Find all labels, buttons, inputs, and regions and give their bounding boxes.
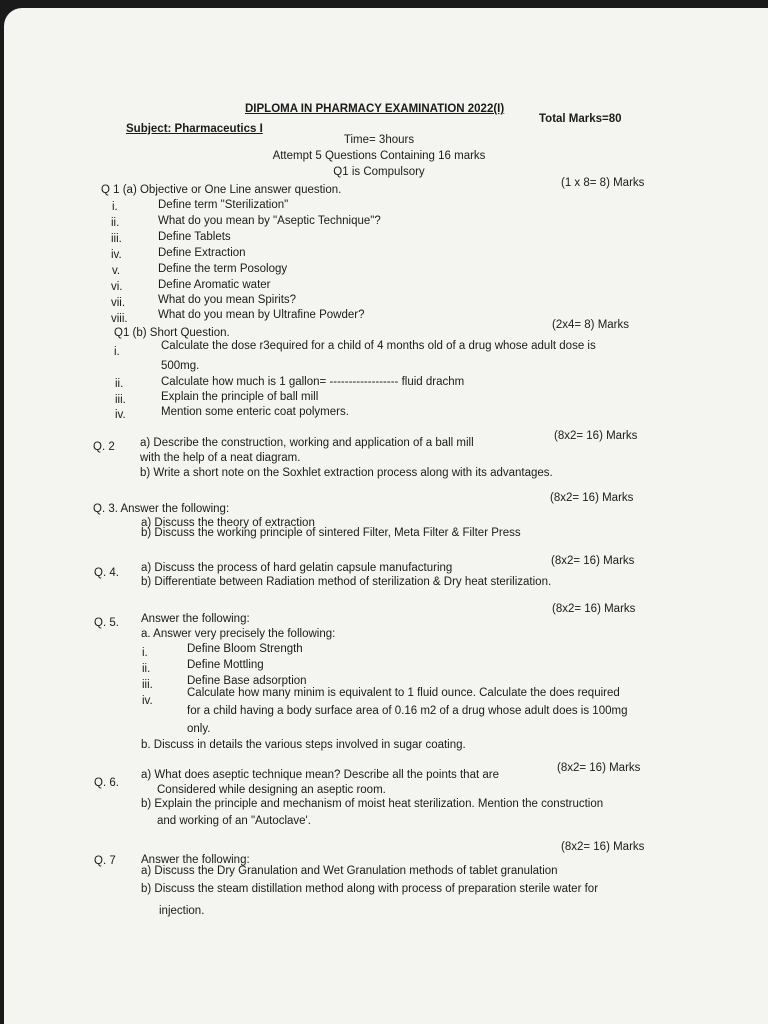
q5-item-cont: for a child having a body surface area of 0.16 m2 of a drug whose adult does is 100mg xyxy=(187,705,628,717)
q5-item-num: iii. xyxy=(142,679,153,691)
q6-part-b: b) Explain the principle and mechanism of moist heat sterilization. Mention the construction xyxy=(141,798,604,810)
q1b-item-num: ii. xyxy=(115,378,124,390)
q3-heading: Q. 3. Answer the following: xyxy=(93,503,230,515)
q2-part-b: b) Write a short note on the Soxhlet extraction process along with its advantages. xyxy=(140,467,553,479)
q1b-item-text: Calculate the dose r3equired for a child of 4 months old of a drug whose adult dose is xyxy=(161,340,596,352)
q3-marks: (8x2= 16) Marks xyxy=(550,492,634,504)
q6-part-b-cont: and working of an "Autoclave'. xyxy=(157,815,311,827)
q4-number: Q. 4. xyxy=(94,567,119,579)
q1a-item-num: iii. xyxy=(111,233,122,245)
q1a-item-num: viii. xyxy=(111,313,128,325)
q6-part-a-cont: Considered while designing an aseptic room. xyxy=(157,784,386,796)
q1a-item-text: Define term "Sterilization" xyxy=(158,199,289,211)
q1a-item-text: Define Aromatic water xyxy=(158,279,271,291)
q1a-item-text: What do you mean Spirits? xyxy=(158,294,297,306)
q1a-item-text: Define Tablets xyxy=(158,231,231,243)
q1a-item-num: i. xyxy=(112,201,118,213)
q7-part-b: b) Discuss the steam distillation method along with process of preparation sterile water for xyxy=(141,883,599,895)
q1b-marks: (2x4= 8) Marks xyxy=(552,319,630,331)
subject-label: Subject: Pharmaceutics I xyxy=(126,123,263,135)
q2-part-a: a) Describe the construction, working and application of a ball mill xyxy=(140,437,474,449)
q3-part-a: a) Discuss the theory of extraction xyxy=(141,517,315,529)
q1b-item-text: Explain the principle of ball mill xyxy=(161,391,319,403)
q5-item-text: Define Mottling xyxy=(187,659,264,671)
q6-marks: (8x2= 16) Marks xyxy=(557,762,641,774)
q1b-item-cont: 500mg. xyxy=(161,360,200,372)
q5-item-cont: only. xyxy=(187,723,211,735)
q1a-item-num: ii. xyxy=(111,217,120,229)
q1a-item-num: vii. xyxy=(111,297,126,309)
q4-marks: (8x2= 16) Marks xyxy=(551,555,635,567)
q7-part-a: a) Discuss the Dry Granulation and Wet Granulation methods of tablet granulation xyxy=(141,865,558,877)
q1a-item-num: vi. xyxy=(111,281,123,293)
time-label: Time= 3hours xyxy=(343,134,415,146)
q3-part-b: b) Discuss the working principle of sintered Filter, Meta Filter & Filter Press xyxy=(141,527,521,539)
q5-part-a: a. Answer very precisely the following: xyxy=(141,628,336,640)
q1b-item-text: Mention some enteric coat polymers. xyxy=(161,406,349,418)
q1b-item-num: i. xyxy=(114,346,120,358)
q1a-item-text: Define the term Posology xyxy=(158,263,288,275)
q5-item-num: iv. xyxy=(142,695,153,707)
exam-paper xyxy=(4,8,768,1024)
compulsory-note: Q1 is Compulsory xyxy=(333,166,425,178)
q5-item-num: ii. xyxy=(142,663,151,675)
q6-number: Q. 6. xyxy=(94,777,119,789)
q5-item-num: i. xyxy=(142,647,148,659)
q1a-marks: (1 x 8= 8) Marks xyxy=(561,177,645,189)
q1b-heading: Q1 (b) Short Question. xyxy=(114,327,230,339)
exam-title: DIPLOMA IN PHARMACY EXAMINATION 2022(I) xyxy=(245,103,505,115)
q2-number: Q. 2 xyxy=(93,441,115,453)
q4-part-b: b) Differentiate between Radiation method of sterilization & Dry heat sterilization. xyxy=(141,576,552,588)
q1a-item-text: What do you mean by "Aseptic Technique"? xyxy=(158,215,381,227)
total-marks: Total Marks=80 xyxy=(539,113,622,125)
q5-item-text: Define Base adsorption xyxy=(187,675,307,687)
q1a-item-num: iv. xyxy=(111,249,122,261)
q5-part-b: b. Discuss in details the various steps involved in sugar coating. xyxy=(141,739,466,751)
q5-item-text: Define Bloom Strength xyxy=(187,643,303,655)
q7-number: Q. 7 xyxy=(94,855,116,867)
q7-heading: Answer the following: xyxy=(141,854,250,866)
q7-marks: (8x2= 16) Marks xyxy=(561,841,645,853)
q7-part-b-cont: injection. xyxy=(159,905,205,917)
q1b-item-num: iii. xyxy=(115,394,126,406)
q2-part-a-cont: with the help of a neat diagram. xyxy=(140,452,301,464)
q1a-item-text: Define Extraction xyxy=(158,247,246,259)
q1b-item-text: Calculate how much is 1 gallon= ------------------ fluid drachm xyxy=(161,376,465,388)
q1a-item-text: What do you mean by Ultrafine Powder? xyxy=(158,309,365,321)
q5-heading: Answer the following: xyxy=(141,613,250,625)
q5-marks: (8x2= 16) Marks xyxy=(552,603,636,615)
q1b-item-num: iv. xyxy=(115,409,126,421)
q6-part-a: a) What does aseptic technique mean? Describe all the points that are xyxy=(141,769,499,781)
q1a-heading: Q 1 (a) Objective or One Line answer question. xyxy=(101,184,342,196)
q2-marks: (8x2= 16) Marks xyxy=(554,430,638,442)
q5-number: Q. 5. xyxy=(94,617,119,629)
q5-item-text: Calculate how many minim is equivalent to 1 fluid ounce. Calculate the does required xyxy=(187,687,620,699)
attempt-instruction: Attempt 5 Questions Containing 16 marks xyxy=(272,150,486,162)
q1a-item-num: v. xyxy=(112,265,121,277)
q4-part-a: a) Discuss the process of hard gelatin capsule manufacturing xyxy=(141,562,453,574)
